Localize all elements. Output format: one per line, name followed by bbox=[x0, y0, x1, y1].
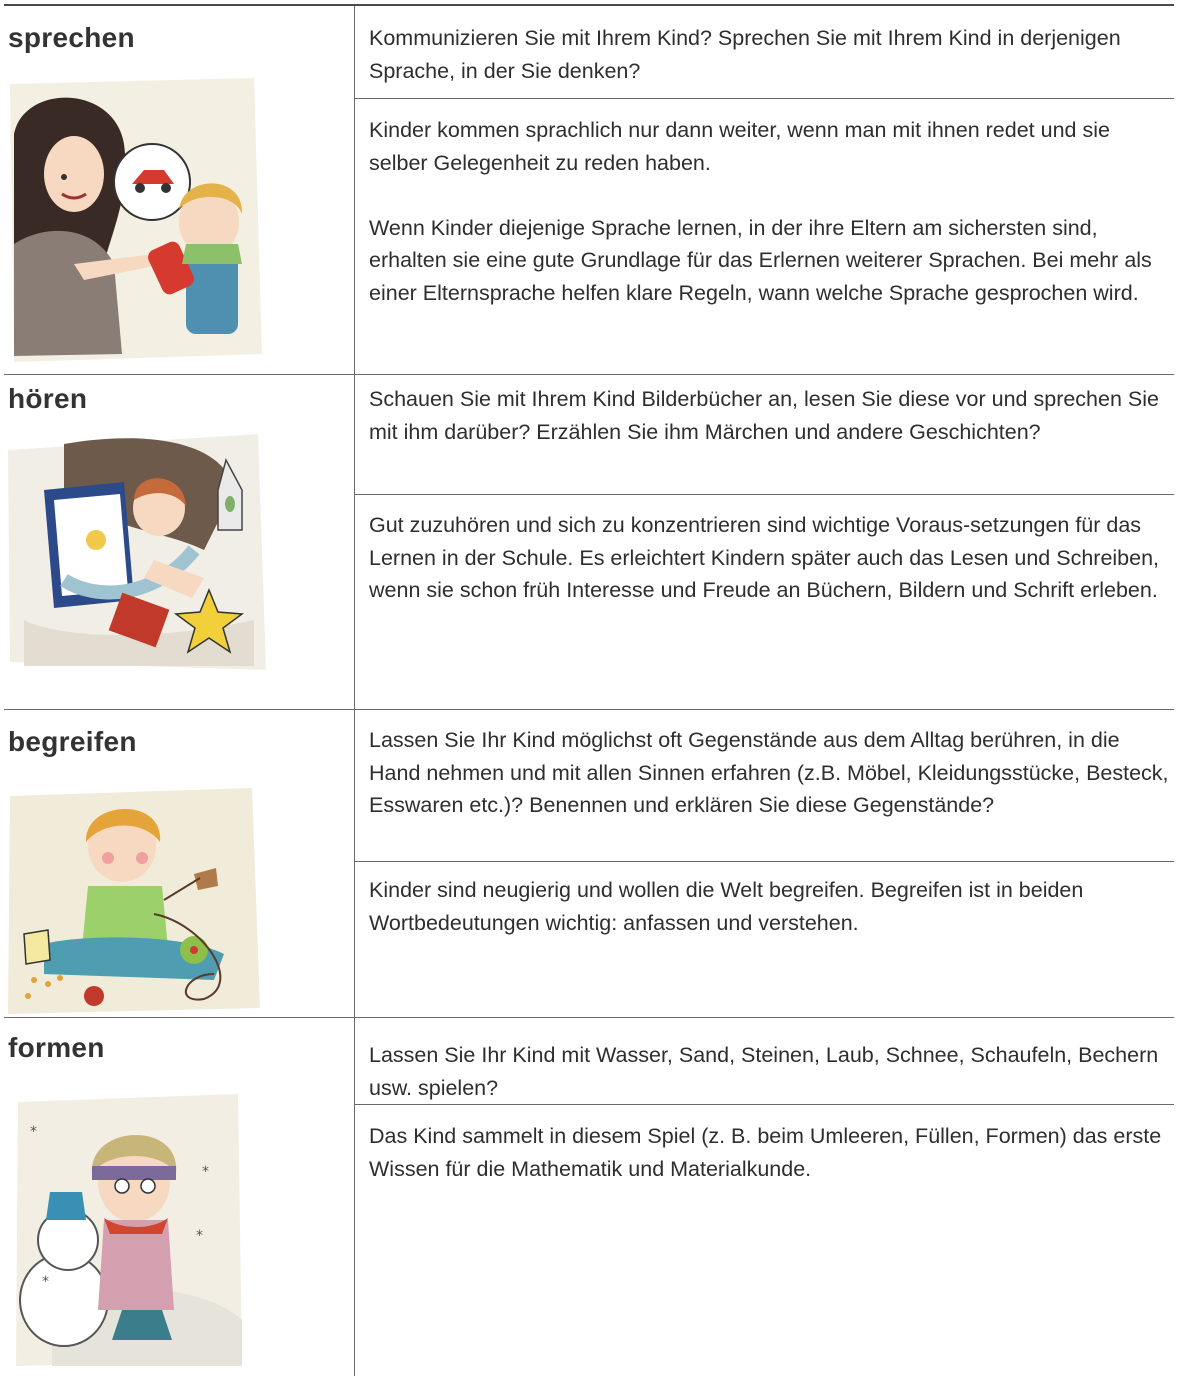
child-touching-objects-illustration bbox=[4, 784, 264, 1016]
begreifen-explanation bbox=[369, 874, 1169, 939]
section-divider bbox=[4, 374, 1174, 375]
formen-question-text: Lassen Sie Ihr Kind mit Wasser, Sand, Steinen, Laub, Schnee, Schaufeln, Bechern usw. spielen? bbox=[369, 1043, 1159, 1100]
section-divider bbox=[4, 1017, 1174, 1018]
begreifen-question-text: Lassen Sie Ihr Kind möglichst oft Gegenstände aus dem Alltag berühren, in die Hand nehmen und mit allen Sinnen erfahren (z.B. Möbel, Kleidungsstücke, Besteck, Esswaren etc.)? Benennen und erklären Sie diese Gegenstände? bbox=[369, 728, 1169, 817]
row-divider bbox=[354, 98, 1174, 99]
svg-text:*: * bbox=[202, 1164, 209, 1180]
section-title-hoeren: hören bbox=[8, 383, 88, 414]
row-divider bbox=[354, 1104, 1174, 1105]
svg-text:*: * bbox=[30, 1124, 37, 1140]
svg-text:*: * bbox=[196, 1228, 203, 1244]
hoeren-explanation bbox=[369, 509, 1169, 607]
sprechen-explanation-paragraph: Wenn Kinder diejenige Sprache lernen, in der ihre Eltern am sichersten sind, erhalten sie eine gute Grundlage für das Erlernen weiterer Sprachen. Bei mehr als einer Elternsprache helfen klare Regeln, wann welche Sprache gesprochen wird. bbox=[369, 215, 1152, 305]
section-divider bbox=[4, 709, 1174, 710]
sprechen-explanation-paragraph: Kinder kommen sprachlich nur dann weiter, wenn man mit ihnen redet und sie selber Gelegenheit zu reden haben. bbox=[369, 118, 1110, 175]
child-reading-book-illustration bbox=[4, 430, 270, 676]
hoeren-question-text: Schauen Sie mit Ihrem Kind Bilderbücher an, lesen Sie diese vor und sprechen Sie mit ihm darüber? Erzählen Sie ihm Märchen und andere Geschichten? bbox=[369, 387, 1159, 444]
sprechen-explanation bbox=[369, 114, 1169, 309]
column-divider bbox=[354, 6, 355, 1376]
mother-child-talking-illustration bbox=[4, 74, 266, 366]
child-snowman-illustration bbox=[12, 1090, 244, 1368]
section-title-formen: formen bbox=[8, 1032, 105, 1063]
svg-text:*: * bbox=[42, 1274, 49, 1290]
row-divider bbox=[354, 861, 1174, 862]
sprechen-question bbox=[369, 22, 1169, 87]
section-title-begreifen: begreifen bbox=[8, 726, 137, 757]
sprechen-question-text: Kommunizieren Sie mit Ihrem Kind? Sprechen Sie mit Ihrem Kind in derjenigen Sprache, in der Sie denken? bbox=[369, 26, 1121, 83]
row-divider bbox=[354, 494, 1174, 495]
begreifen-explanation-paragraph: Kinder sind neugierig und wollen die Welt begreifen. Begreifen ist in beiden Wortbedeutungen wichtig: anfassen und verstehen. bbox=[369, 878, 1084, 935]
begreifen-question bbox=[369, 724, 1169, 822]
formen-explanation-paragraph: Das Kind sammelt in diesem Spiel (z. B. beim Umleeren, Füllen, Formen) das erste Wissen für die Mathematik und Materialkunde. bbox=[369, 1124, 1162, 1181]
section-title-sprechen: sprechen bbox=[8, 22, 135, 53]
top-rule bbox=[4, 4, 1174, 6]
formen-explanation bbox=[369, 1120, 1169, 1185]
formen-question bbox=[369, 1039, 1169, 1104]
hoeren-explanation-paragraph: Gut zuzuhören und sich zu konzentrieren sind wichtige Voraus-setzungen für das Lernen in der Schule. Es erleichtert Kindern später auch das Lesen und Schreiben, wenn sie schon früh Interesse und Freude an Büchern, Bildern und Schrift erleben. bbox=[369, 513, 1160, 602]
hoeren-question bbox=[369, 383, 1169, 448]
